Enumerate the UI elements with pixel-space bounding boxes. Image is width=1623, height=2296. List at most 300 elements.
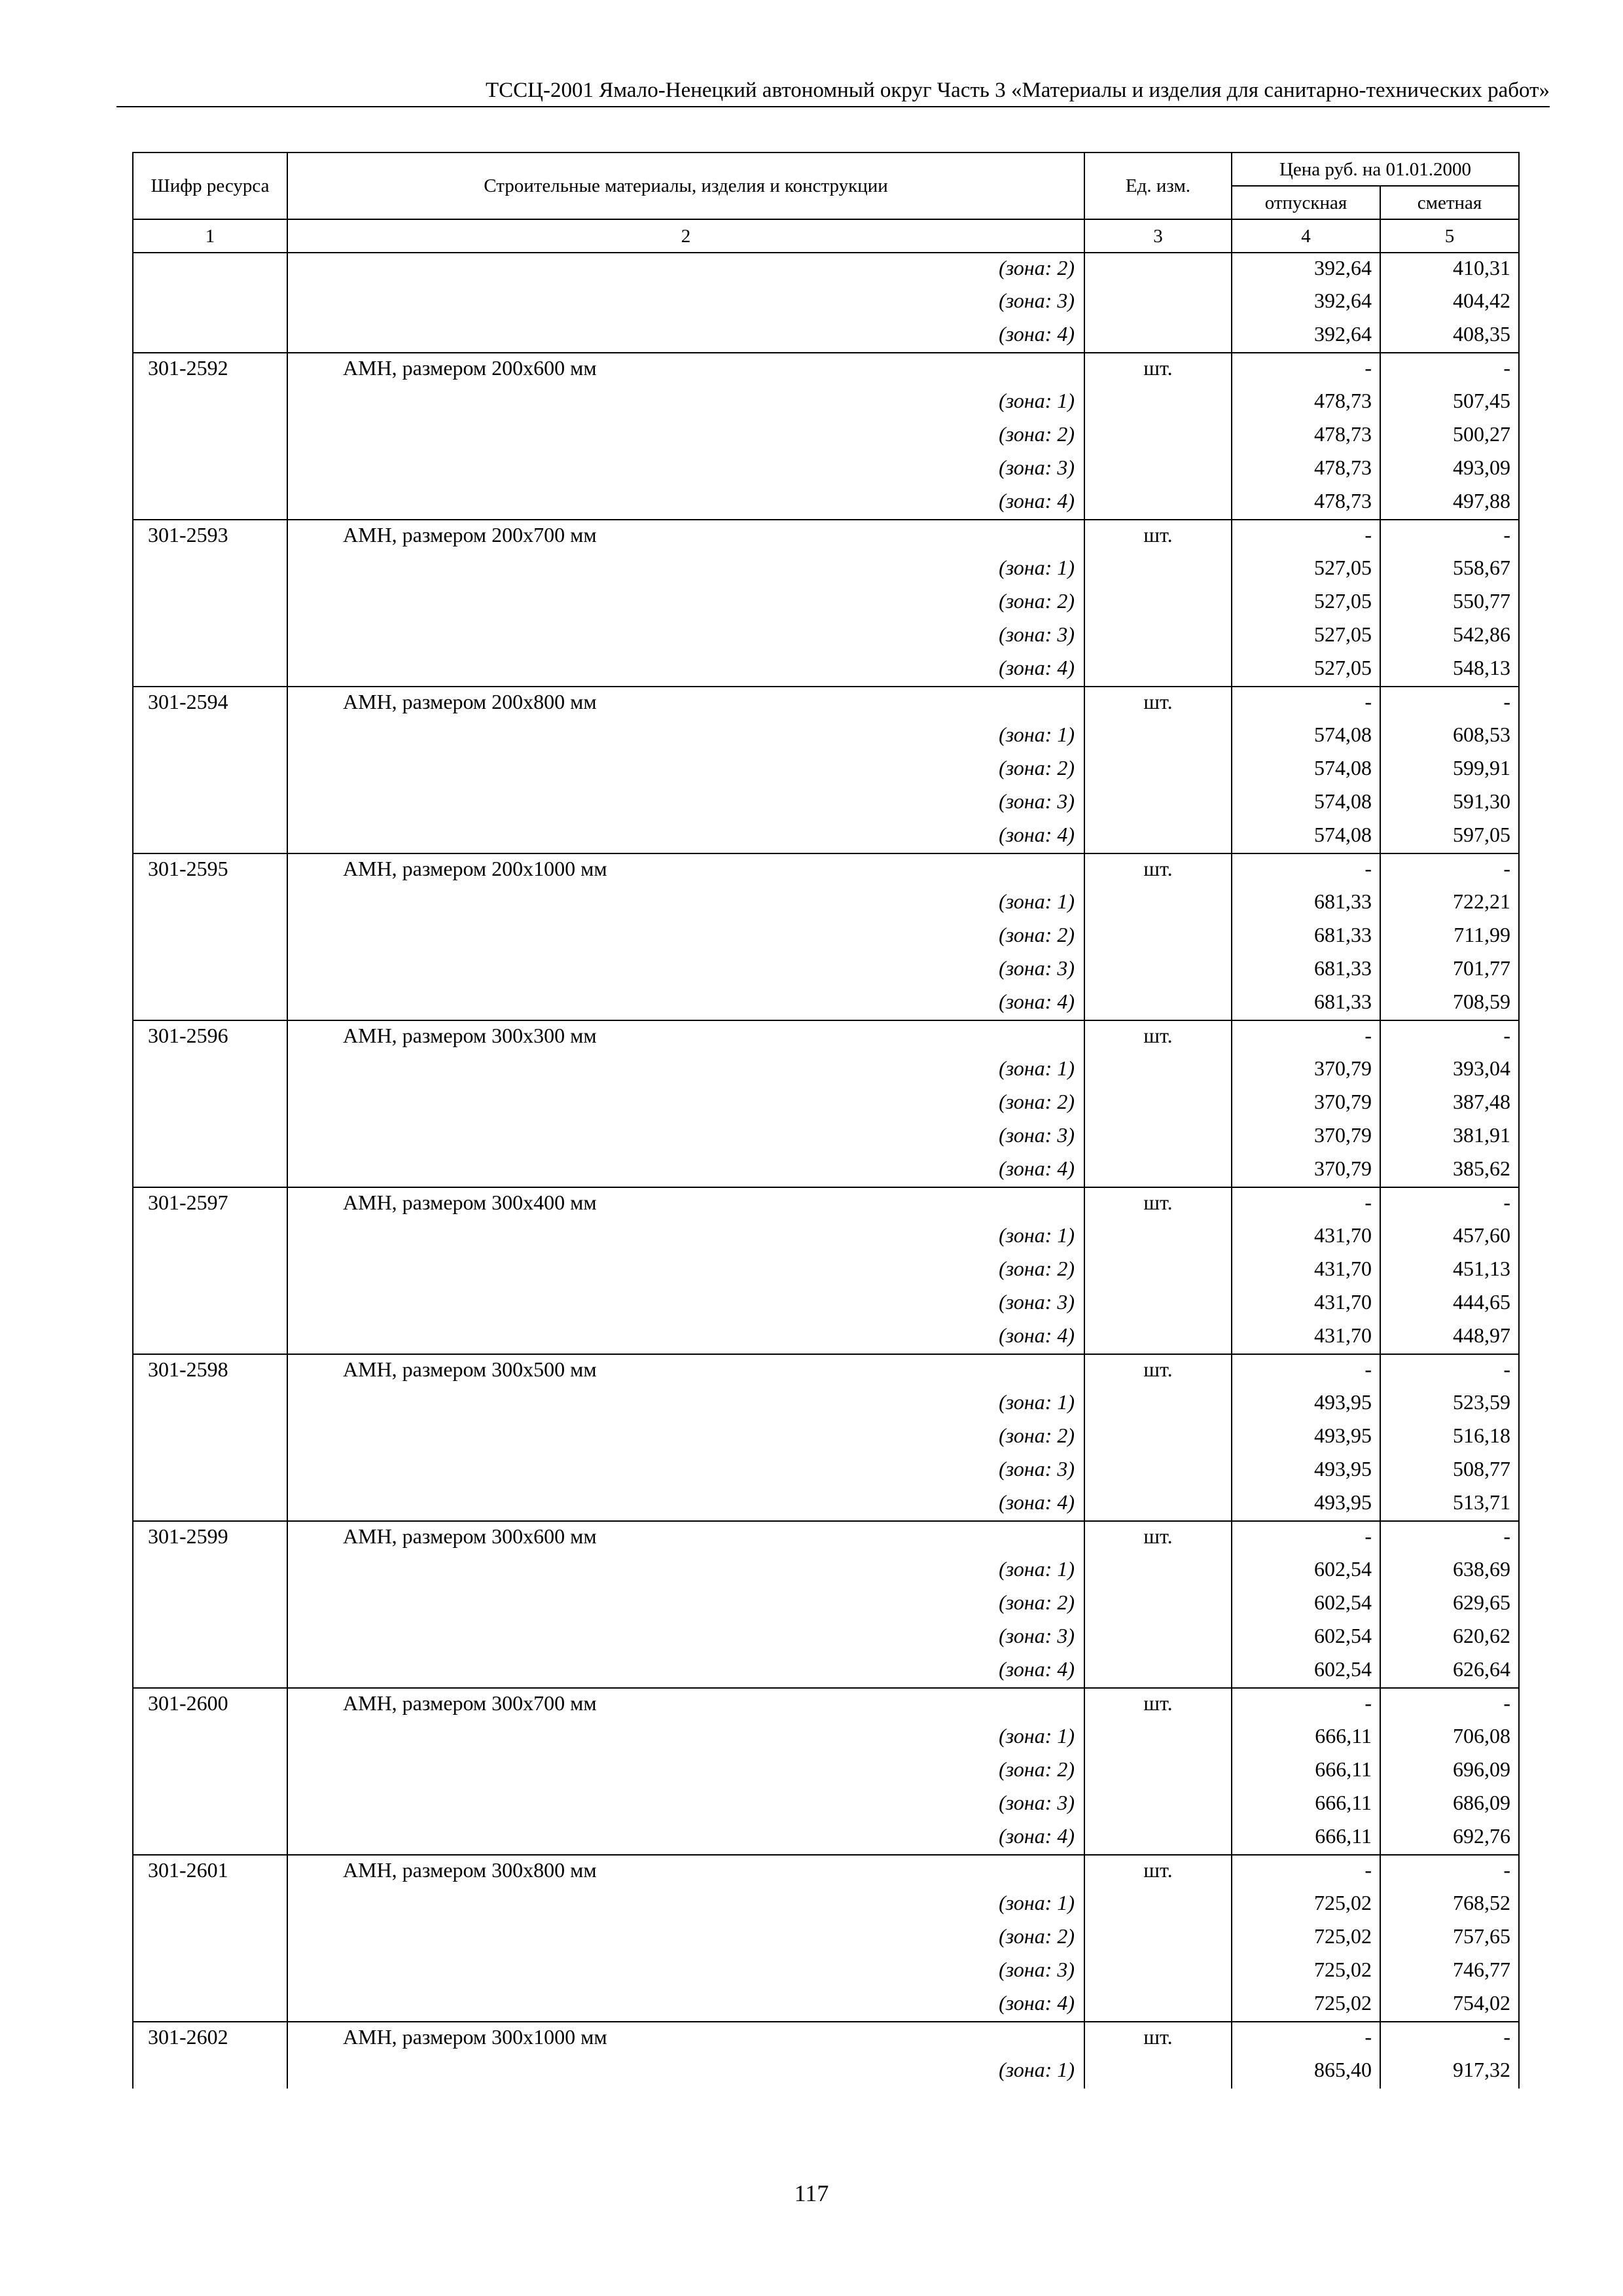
release-price: 527,05 [1232, 586, 1380, 620]
unit-cell [1084, 1321, 1232, 1354]
estimate-price: 408,35 [1380, 319, 1519, 353]
release-price: 431,70 [1232, 1321, 1380, 1354]
page-number: 117 [794, 2180, 829, 2206]
table-row [133, 1254, 1519, 1287]
resource-code-cell [133, 1388, 287, 1421]
resource-code-cell [133, 453, 287, 486]
zone-label: (зона: 1) [287, 1888, 1084, 1922]
header-price-group: Цена руб. на 01.01.2000 [1232, 152, 1519, 186]
zone-label: (зона: 2) [287, 586, 1084, 620]
resource-code: 301-2595 [133, 853, 287, 887]
resource-code-cell [133, 1421, 287, 1454]
estimate-price: 523,59 [1380, 1388, 1519, 1421]
resource-code-cell [133, 486, 287, 520]
material-name: АМН, размером 200х1000 мм [287, 853, 1084, 887]
zone-label: (зона: 3) [287, 1788, 1084, 1821]
unit-cell [1084, 920, 1232, 954]
estimate-price: 507,45 [1380, 386, 1519, 420]
table-row [133, 1020, 1519, 1054]
unit-cell [1084, 987, 1232, 1020]
zone-label: (зона: 1) [287, 887, 1084, 920]
release-price: 574,08 [1232, 787, 1380, 820]
resource-code: 301-2598 [133, 1354, 287, 1388]
table-row [133, 1755, 1519, 1788]
table-row [133, 753, 1519, 787]
release-price: - [1232, 1354, 1380, 1388]
unit: шт. [1084, 2022, 1232, 2055]
table-row [133, 954, 1519, 987]
estimate-price: 508,77 [1380, 1454, 1519, 1488]
table-row [133, 1354, 1519, 1388]
zone-label: (зона: 4) [287, 1154, 1084, 1187]
table-row [133, 386, 1519, 420]
unit-cell [1084, 753, 1232, 787]
resource-code-cell [133, 1988, 287, 2022]
release-price: 370,79 [1232, 1087, 1380, 1121]
zone-label: (зона: 2) [287, 1755, 1084, 1788]
unit-cell [1084, 1621, 1232, 1655]
release-price: 527,05 [1232, 553, 1380, 586]
resource-code-cell [133, 753, 287, 787]
resource-code-cell [133, 1154, 287, 1187]
table-row [133, 1988, 1519, 2022]
unit-cell [1084, 1388, 1232, 1421]
unit-cell [1084, 2055, 1232, 2089]
unit: шт. [1084, 1187, 1232, 1221]
resource-code-cell [133, 1054, 287, 1087]
estimate-price: 516,18 [1380, 1421, 1519, 1454]
resource-code-cell [133, 1755, 287, 1788]
unit-cell [1084, 453, 1232, 486]
table-row [133, 1821, 1519, 1855]
resource-code-cell [133, 1621, 287, 1655]
table-row [133, 1087, 1519, 1121]
resource-code-cell [133, 1321, 287, 1354]
estimate-price: - [1380, 2022, 1519, 2055]
table-row [133, 2022, 1519, 2055]
resource-code-cell [133, 1287, 287, 1321]
unit-cell [1084, 1721, 1232, 1755]
resource-code-cell [133, 1721, 287, 1755]
table-row [133, 1855, 1519, 1888]
unit-cell [1084, 620, 1232, 653]
unit: шт. [1084, 353, 1232, 386]
resource-code-cell [133, 253, 287, 286]
unit: шт. [1084, 1855, 1232, 1888]
table-row [133, 1454, 1519, 1488]
estimate-price: 500,27 [1380, 420, 1519, 453]
material-name: АМН, размером 300х800 мм [287, 1855, 1084, 1888]
unit-cell [1084, 1888, 1232, 1922]
unit-cell [1084, 653, 1232, 687]
table-row [133, 820, 1519, 853]
unit-cell [1084, 1988, 1232, 2022]
resource-code: 301-2599 [133, 1521, 287, 1554]
estimate-price: - [1380, 1187, 1519, 1221]
table-row [133, 1421, 1519, 1454]
table-row [133, 286, 1519, 319]
release-price: 493,95 [1232, 1488, 1380, 1521]
header-name: Строительные материалы, изделия и конструкции [287, 152, 1084, 219]
table-row [133, 1154, 1519, 1187]
estimate-price: 629,65 [1380, 1588, 1519, 1621]
resource-code-cell [133, 1254, 287, 1287]
resource-code-cell [133, 286, 287, 319]
estimate-price: 746,77 [1380, 1955, 1519, 1988]
estimate-price: 591,30 [1380, 787, 1519, 820]
unit-cell [1084, 1788, 1232, 1821]
estimate-price: 444,65 [1380, 1287, 1519, 1321]
unit-cell [1084, 586, 1232, 620]
resource-code-cell [133, 887, 287, 920]
zone-label: (зона: 1) [287, 1554, 1084, 1588]
release-price: - [1232, 687, 1380, 720]
estimate-price: - [1380, 353, 1519, 386]
resource-code-cell [133, 2055, 287, 2089]
unit-cell [1084, 253, 1232, 286]
resource-code: 301-2602 [133, 2022, 287, 2055]
unit-cell [1084, 820, 1232, 853]
zone-label: (зона: 2) [287, 1922, 1084, 1955]
estimate-price: 542,86 [1380, 620, 1519, 653]
resource-code-cell [133, 954, 287, 987]
unit-cell [1084, 1922, 1232, 1955]
estimate-price: 493,09 [1380, 453, 1519, 486]
estimate-price: 757,65 [1380, 1922, 1519, 1955]
estimate-price: 393,04 [1380, 1054, 1519, 1087]
estimate-price: 497,88 [1380, 486, 1519, 520]
resource-code-cell [133, 586, 287, 620]
unit: шт. [1084, 520, 1232, 553]
table-row [133, 1221, 1519, 1254]
zone-label: (зона: 1) [287, 1054, 1084, 1087]
unit-cell [1084, 486, 1232, 520]
table-row [133, 1888, 1519, 1922]
zone-label: (зона: 2) [287, 920, 1084, 954]
table-row [133, 1321, 1519, 1354]
release-price: 602,54 [1232, 1655, 1380, 1688]
estimate-price: 457,60 [1380, 1221, 1519, 1254]
estimate-price: 513,71 [1380, 1488, 1519, 1521]
unit-cell [1084, 1821, 1232, 1855]
table-row [133, 1187, 1519, 1221]
document-header-title: ТССЦ-2001 Ямало-Ненецкий автономный округ Часть 3 «Материалы и изделия для санитарно-технических работ» [485, 79, 1550, 102]
table-row [133, 1721, 1519, 1755]
zone-label: (зона: 1) [287, 1388, 1084, 1421]
release-price: 478,73 [1232, 420, 1380, 453]
release-price: 527,05 [1232, 653, 1380, 687]
release-price: 574,08 [1232, 753, 1380, 787]
release-price: 666,11 [1232, 1721, 1380, 1755]
zone-label: (зона: 1) [287, 2055, 1084, 2089]
release-price: 725,02 [1232, 1988, 1380, 2022]
unit-cell [1084, 1054, 1232, 1087]
estimate-price: 626,64 [1380, 1655, 1519, 1688]
estimate-price: 385,62 [1380, 1154, 1519, 1187]
unit-cell [1084, 1588, 1232, 1621]
table-row [133, 1955, 1519, 1988]
table-row [133, 586, 1519, 620]
table-row [133, 620, 1519, 653]
table-row [133, 887, 1519, 920]
release-price: 681,33 [1232, 954, 1380, 987]
table-row [133, 486, 1519, 520]
unit-cell [1084, 787, 1232, 820]
estimate-price: 597,05 [1380, 820, 1519, 853]
unit-cell [1084, 420, 1232, 453]
zone-label: (зона: 1) [287, 1721, 1084, 1755]
estimate-price: - [1380, 1855, 1519, 1888]
material-name: АМН, размером 200х800 мм [287, 687, 1084, 720]
estimate-price: 692,76 [1380, 1821, 1519, 1855]
resource-code-cell [133, 319, 287, 353]
resource-code-cell [133, 1121, 287, 1154]
resource-code-cell [133, 1221, 287, 1254]
estimate-price: 722,21 [1380, 887, 1519, 920]
table-row [133, 1655, 1519, 1688]
estimate-price: 696,09 [1380, 1755, 1519, 1788]
release-price: 666,11 [1232, 1821, 1380, 1855]
resource-code: 301-2594 [133, 687, 287, 720]
table-row [133, 1054, 1519, 1087]
zone-label: (зона: 3) [287, 787, 1084, 820]
release-price: - [1232, 353, 1380, 386]
resource-code-cell [133, 620, 287, 653]
release-price: 602,54 [1232, 1621, 1380, 1655]
unit-cell [1084, 954, 1232, 987]
resource-code-cell [133, 1087, 287, 1121]
zone-label: (зона: 3) [287, 1621, 1084, 1655]
material-name: АМН, размером 200х700 мм [287, 520, 1084, 553]
estimate-price: 599,91 [1380, 753, 1519, 787]
resource-code-cell [133, 1655, 287, 1688]
estimate-price: 558,67 [1380, 553, 1519, 586]
zone-label: (зона: 2) [287, 420, 1084, 453]
table-row [133, 1554, 1519, 1588]
unit-cell [1084, 386, 1232, 420]
unit: шт. [1084, 1354, 1232, 1388]
unit-cell [1084, 319, 1232, 353]
table-row [133, 319, 1519, 353]
table-row [133, 253, 1519, 286]
zone-label: (зона: 3) [287, 1454, 1084, 1488]
table-row [133, 453, 1519, 486]
release-price: 681,33 [1232, 887, 1380, 920]
unit-cell [1084, 1154, 1232, 1187]
material-name: АМН, размером 200х600 мм [287, 353, 1084, 386]
resource-code: 301-2596 [133, 1020, 287, 1054]
table-row [133, 1388, 1519, 1421]
estimate-price: 548,13 [1380, 653, 1519, 687]
release-price: - [1232, 2022, 1380, 2055]
estimate-price: 754,02 [1380, 1988, 1519, 2022]
resource-code-cell [133, 820, 287, 853]
zone-label: (зона: 4) [287, 1821, 1084, 1855]
zone-label: (зона: 2) [287, 253, 1084, 286]
zone-label: (зона: 1) [287, 720, 1084, 753]
unit-cell [1084, 1655, 1232, 1688]
estimate-price: 768,52 [1380, 1888, 1519, 1922]
resource-code-cell [133, 1454, 287, 1488]
price-table [132, 152, 1520, 2089]
zone-label: (зона: 3) [287, 1955, 1084, 1988]
release-price: 478,73 [1232, 453, 1380, 486]
resource-code-cell [133, 920, 287, 954]
release-price: 602,54 [1232, 1588, 1380, 1621]
unit-cell [1084, 1287, 1232, 1321]
release-price: 370,79 [1232, 1154, 1380, 1187]
zone-label: (зона: 1) [287, 553, 1084, 586]
estimate-price: 620,62 [1380, 1621, 1519, 1655]
zone-label: (зона: 4) [287, 987, 1084, 1020]
unit-cell [1084, 1755, 1232, 1788]
header-estimate-price: сметная [1380, 186, 1519, 219]
release-price: 493,95 [1232, 1454, 1380, 1488]
table-row [133, 1521, 1519, 1554]
unit-cell [1084, 1221, 1232, 1254]
zone-label: (зона: 4) [287, 820, 1084, 853]
table-row [133, 353, 1519, 386]
table-row [133, 2055, 1519, 2089]
release-price: 478,73 [1232, 486, 1380, 520]
resource-code-cell [133, 720, 287, 753]
zone-label: (зона: 1) [287, 1221, 1084, 1254]
table-row [133, 1688, 1519, 1721]
release-price: 666,11 [1232, 1755, 1380, 1788]
table-row [133, 553, 1519, 586]
estimate-price: - [1380, 1688, 1519, 1721]
release-price: 681,33 [1232, 920, 1380, 954]
release-price: 574,08 [1232, 820, 1380, 853]
release-price: 431,70 [1232, 1221, 1380, 1254]
zone-label: (зона: 3) [287, 1121, 1084, 1154]
column-number: 1 [133, 219, 287, 253]
resource-code: 301-2597 [133, 1187, 287, 1221]
material-name: АМН, размером 300х700 мм [287, 1688, 1084, 1721]
zone-label: (зона: 3) [287, 954, 1084, 987]
zone-label: (зона: 4) [287, 1655, 1084, 1688]
table-row [133, 687, 1519, 720]
release-price: 574,08 [1232, 720, 1380, 753]
resource-code-cell [133, 1554, 287, 1588]
estimate-price: 608,53 [1380, 720, 1519, 753]
unit-cell [1084, 553, 1232, 586]
release-price: - [1232, 1187, 1380, 1221]
estimate-price: - [1380, 520, 1519, 553]
table-row [133, 853, 1519, 887]
resource-code-cell [133, 1888, 287, 1922]
table-row [133, 987, 1519, 1020]
zone-label: (зона: 2) [287, 1588, 1084, 1621]
column-number: 4 [1232, 219, 1380, 253]
release-price: 392,64 [1232, 319, 1380, 353]
unit-cell [1084, 1121, 1232, 1154]
release-price: 865,40 [1232, 2055, 1380, 2089]
resource-code-cell [133, 1488, 287, 1521]
resource-code: 301-2592 [133, 353, 287, 386]
unit-cell [1084, 1488, 1232, 1521]
estimate-price: - [1380, 853, 1519, 887]
resource-code-cell [133, 987, 287, 1020]
zone-label: (зона: 4) [287, 653, 1084, 687]
release-price: 681,33 [1232, 987, 1380, 1020]
column-number: 5 [1380, 219, 1519, 253]
zone-label: (зона: 2) [287, 1087, 1084, 1121]
unit-cell [1084, 1554, 1232, 1588]
resource-code-cell [133, 1788, 287, 1821]
table-row [133, 1621, 1519, 1655]
zone-label: (зона: 2) [287, 753, 1084, 787]
release-price: 431,70 [1232, 1254, 1380, 1287]
resource-code-cell [133, 1821, 287, 1855]
resource-code-cell [133, 1955, 287, 1988]
estimate-price: 686,09 [1380, 1788, 1519, 1821]
release-price: - [1232, 1020, 1380, 1054]
resource-code-cell [133, 420, 287, 453]
resource-code: 301-2601 [133, 1855, 287, 1888]
material-name: АМН, размером 300х300 мм [287, 1020, 1084, 1054]
header-code: Шифр ресурса [133, 152, 287, 219]
estimate-price: 404,42 [1380, 286, 1519, 319]
unit-cell [1084, 1421, 1232, 1454]
estimate-price: 387,48 [1380, 1087, 1519, 1121]
resource-code-cell [133, 787, 287, 820]
table-row [133, 787, 1519, 820]
unit: шт. [1084, 1521, 1232, 1554]
zone-label: (зона: 2) [287, 1254, 1084, 1287]
zone-label: (зона: 4) [287, 1988, 1084, 2022]
zone-label: (зона: 3) [287, 453, 1084, 486]
estimate-price: - [1380, 1521, 1519, 1554]
release-price: 493,95 [1232, 1421, 1380, 1454]
resource-code: 301-2593 [133, 520, 287, 553]
zone-label: (зона: 2) [287, 1421, 1084, 1454]
estimate-price: 638,69 [1380, 1554, 1519, 1588]
unit-cell [1084, 720, 1232, 753]
zone-label: (зона: 4) [287, 486, 1084, 520]
release-price: 725,02 [1232, 1955, 1380, 1988]
estimate-price: - [1380, 687, 1519, 720]
unit-cell [1084, 1087, 1232, 1121]
release-price: - [1232, 520, 1380, 553]
release-price: 370,79 [1232, 1054, 1380, 1087]
release-price: 666,11 [1232, 1788, 1380, 1821]
release-price: 725,02 [1232, 1888, 1380, 1922]
release-price: 527,05 [1232, 620, 1380, 653]
resource-code-cell [133, 553, 287, 586]
unit-cell [1084, 887, 1232, 920]
release-price: 725,02 [1232, 1922, 1380, 1955]
unit-cell [1084, 1454, 1232, 1488]
zone-label: (зона: 4) [287, 319, 1084, 353]
release-price: 431,70 [1232, 1287, 1380, 1321]
header-release-price: отпускная [1232, 186, 1380, 219]
release-price: - [1232, 1521, 1380, 1554]
material-name: АМН, размером 300х600 мм [287, 1521, 1084, 1554]
release-price: - [1232, 1855, 1380, 1888]
estimate-price: 381,91 [1380, 1121, 1519, 1154]
unit: шт. [1084, 1688, 1232, 1721]
zone-label: (зона: 4) [287, 1488, 1084, 1521]
zone-label: (зона: 1) [287, 386, 1084, 420]
column-number: 2 [287, 219, 1084, 253]
table-row [133, 1287, 1519, 1321]
zone-label: (зона: 3) [287, 620, 1084, 653]
estimate-price: 410,31 [1380, 253, 1519, 286]
table-row [133, 1788, 1519, 1821]
table-row [133, 653, 1519, 687]
estimate-price: 451,13 [1380, 1254, 1519, 1287]
